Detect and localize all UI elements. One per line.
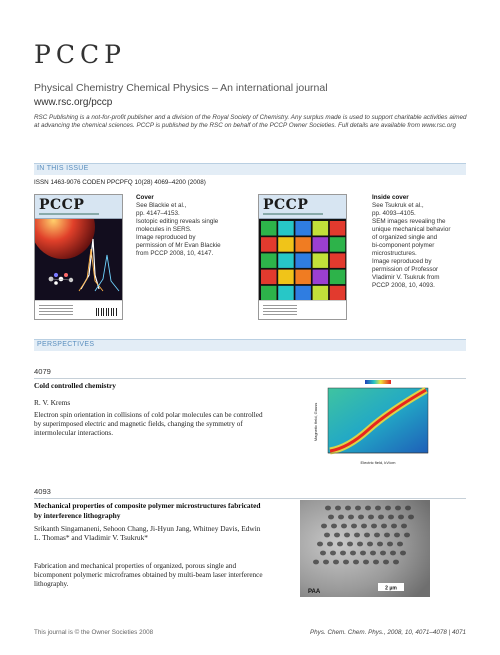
mosaic-tile (261, 270, 277, 285)
intro-paragraph: RSC Publishing is a not-for-profit publisher and a division of the Royal Society of Chemistry. Any surplus made is used to support charitable activities aimed at advancing the chemical sciences. PCCP is published by the RSC on behalf of the PCCP Owner Societies. Full details are available from www.rsc.org (34, 114, 467, 130)
pore (324, 533, 330, 538)
mosaic-tile (295, 221, 311, 236)
entry-authors: Srikanth Singamaneni, Sehoon Chang, Ji-Hyun Jang, Whitney Davis, Edwin L. Thomas* and Vladimir V. Tsukruk* (34, 524, 261, 542)
inside-cover-caption: Inside cover See Tsukruk et al., pp. 4093–4105. SEM images revealing the unique mechanical behavior of organized single and bi-component polymer microstructures. Image reproduced by permission of Professor Vladimir V. Tsukruk from PCCP 2008, 10, 4093. (372, 194, 451, 289)
pore (387, 542, 393, 547)
pore (375, 506, 381, 511)
pore (313, 560, 319, 565)
pore (343, 560, 349, 565)
pore (323, 560, 329, 565)
pore (345, 506, 351, 511)
pore (381, 524, 387, 529)
pore (390, 551, 396, 556)
pore (373, 560, 379, 565)
pore (317, 542, 323, 547)
cover-image[interactable] (34, 194, 123, 320)
pore (325, 506, 331, 511)
pore (365, 506, 371, 511)
pore (380, 551, 386, 556)
perspectives-label: PERSPECTIVES (37, 341, 95, 348)
journal-subtitle: Physical Chemistry Chemical Physics – An international journal (34, 82, 328, 94)
issn-line: ISSN 1463-9076 CODEN PPCPFQ 10(28) 4069–4200 (2008) (34, 179, 206, 186)
pore (397, 542, 403, 547)
mosaic-tile (278, 270, 294, 285)
pore (327, 542, 333, 547)
inside-cover-masthead (259, 195, 346, 219)
pore (331, 524, 337, 529)
mosaic-tile (295, 253, 311, 268)
mosaic-tile (330, 237, 346, 252)
cover-masthead (35, 195, 122, 219)
in-this-issue-bar (34, 163, 466, 175)
pore (320, 551, 326, 556)
mosaic-tile (330, 221, 346, 236)
inside-cover-art (259, 219, 347, 303)
pore (363, 560, 369, 565)
pore (401, 524, 407, 529)
pore (404, 533, 410, 538)
mosaic-tile (313, 221, 329, 236)
pore (321, 524, 327, 529)
pore (383, 560, 389, 565)
pore (398, 515, 404, 520)
pore (337, 542, 343, 547)
pore (338, 515, 344, 520)
mosaic-tile (313, 237, 329, 252)
cover-logo: PCCP (39, 197, 85, 213)
footer-copyright: This journal is © the Owner Societies 2008 (34, 629, 154, 636)
pore (350, 551, 356, 556)
mosaic-tile (330, 270, 346, 285)
figure-x-label: Electric field, kV/cm (360, 460, 396, 465)
cover-art (35, 219, 123, 303)
pore (360, 551, 366, 556)
mosaic-tile (261, 286, 277, 301)
mosaic-tile (313, 286, 329, 301)
mosaic-tile (295, 270, 311, 285)
pore (378, 515, 384, 520)
entry-page-number: 4079 (34, 367, 51, 376)
journal-title: PCCP (34, 40, 126, 69)
pore (340, 551, 346, 556)
pore (347, 542, 353, 547)
pore (334, 533, 340, 538)
entry-abstract: Fabrication and mechanical properties of organized, porous single and bicomponent polymeric microframes obtained by multi-beam laser interference lithography. (34, 562, 263, 588)
pore (385, 506, 391, 511)
figure-y-label: Magnetic field, Gauss (313, 402, 318, 442)
entry-title[interactable]: Cold controlled chemistry (34, 381, 116, 390)
barcode-icon (96, 308, 118, 316)
pore (335, 506, 341, 511)
mosaic-tile (261, 237, 277, 252)
mosaic-tile (295, 286, 311, 301)
journal-url[interactable]: www.rsc.org/pccp (34, 97, 113, 108)
sem-micrograph-figure (300, 500, 430, 597)
entry-abstract: Electron spin orientation in collisions of cold polar molecules can be controlled by superimposed electric and magnetic fields, changing the symmetry of intermolecular interactions. (34, 411, 263, 437)
pore (400, 551, 406, 556)
mosaic-tile (295, 237, 311, 252)
inside-cover-logo: PCCP (263, 197, 309, 213)
entry-title[interactable]: Mechanical properties of composite polymer microstructures fabricated by interference lithography (34, 501, 261, 520)
cover-caption: Cover See Blackie et al., pp. 4147–4153. Isotopic editing reveals single molecules in SERS. Image reproduced by permission of Mr Evan Blackie from PCCP 2008, 10, 4147. (136, 194, 221, 257)
mosaic-tile (278, 237, 294, 252)
pore (368, 515, 374, 520)
pore (333, 560, 339, 565)
pore (341, 524, 347, 529)
mosaic-tile (330, 286, 346, 301)
figure-material-label: PAA (308, 589, 321, 595)
pore (391, 524, 397, 529)
pore (374, 533, 380, 538)
pore (351, 524, 357, 529)
mosaic-tile (261, 221, 277, 236)
pore (384, 533, 390, 538)
pore (361, 524, 367, 529)
pore (405, 506, 411, 511)
mosaic-tile (313, 253, 329, 268)
in-this-issue-label: IN THIS ISSUE (37, 165, 89, 172)
pore (355, 506, 361, 511)
mosaic-tile (330, 253, 346, 268)
mosaic-tile (278, 221, 294, 236)
pore (353, 560, 359, 565)
field-heatmap-figure (308, 378, 432, 468)
pore (328, 515, 334, 520)
perspectives-bar (34, 339, 466, 351)
entry-authors: R. V. Krems (34, 398, 71, 407)
pore (364, 533, 370, 538)
pore (344, 533, 350, 538)
mosaic-tile (261, 253, 277, 268)
mosaic-tile (278, 253, 294, 268)
pore (394, 533, 400, 538)
pore (348, 515, 354, 520)
pore (357, 542, 363, 547)
pore (371, 524, 377, 529)
mosaic-tile (278, 286, 294, 301)
pore (377, 542, 383, 547)
entry-divider (34, 498, 466, 499)
pore (354, 533, 360, 538)
pore (393, 560, 399, 565)
pore (330, 551, 336, 556)
entry-page-number: 4093 (34, 487, 51, 496)
inside-cover-image[interactable] (258, 194, 347, 320)
pore (358, 515, 364, 520)
footer-citation: Phys. Chem. Chem. Phys., 2008, 10, 4071–4078 | 4071 (309, 629, 466, 636)
pore (408, 515, 414, 520)
pore (367, 542, 373, 547)
figure-scale-bar: 2 μm (385, 585, 397, 592)
pore (388, 515, 394, 520)
pore (370, 551, 376, 556)
pore (395, 506, 401, 511)
mosaic-tile (313, 270, 329, 285)
